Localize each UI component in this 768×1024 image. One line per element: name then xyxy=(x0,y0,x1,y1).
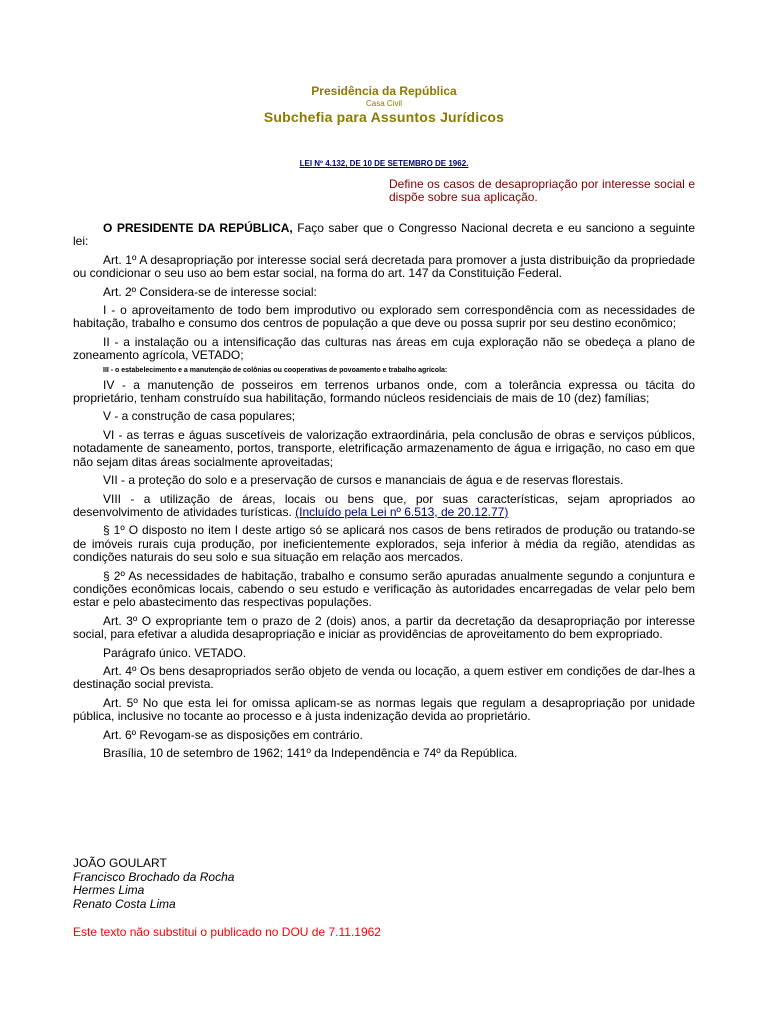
inciso-7: VII - a proteção do solo e a preservação de cursos e mananciais de água e de reservas florestais. xyxy=(103,473,624,488)
inciso-8-text: VIII - a utilização de áreas, locais ou bens que, por suas características, sejam apropriados ao desenvolvimento de atividades turísticas. xyxy=(73,491,695,519)
header-presidencia: Presidência da República xyxy=(311,84,457,98)
inciso-4: IV - a manutenção de posseiros em terrenos urbanos onde, com a tolerância expressa ou tácita do proprietário, tenham construído sua habilitação, formando núcleos residenciais de mais de 10 (dez) famílias; xyxy=(73,377,695,406)
intro-paragraph xyxy=(73,222,695,249)
art2: Art. 2º Considera-se de interesse social: xyxy=(103,284,317,299)
signature-minister-2: Hermes Lima xyxy=(73,883,145,898)
paragraph-2: § 2º As necessidades de habitação, trabalho e consumo serão apuradas anualmente segundo a conjuntura e condições econômicas locais, cabendo o seu estudo e verificação às autoridades encarregadas de velar pelo bem estar e pelo abastecimento das respectivas populações. xyxy=(73,568,695,610)
inciso-8 xyxy=(73,493,695,520)
lei-title-link[interactable]: LEI Nº 4.132, DE 10 DE SETEMBRO DE 1962. xyxy=(299,159,469,168)
inciso-6: VI - as terras e águas suscetíveis de valorização extraordinária, pela conclusão de obras e serviços públicos, notadamente de saneamento, portos, transporte, eletrificação armazenamento de água e irrigação, no caso em que não sejam ditas áreas socialmente aproveitadas; xyxy=(73,427,695,469)
inclusion-link[interactable]: (Incluído pela Lei nº 6.513, de 20.12.77) xyxy=(295,504,509,519)
inciso-5: V - a construção de casa populares; xyxy=(103,409,296,424)
signature-president: JOÃO GOULART xyxy=(73,856,167,870)
art1: Art. 1º A desapropriação por interesse social será decretada para promover a justa distribuição da propriedade ou condicionar o seu uso ao bem estar social, na forma do art. 147 da Constituição Federal. xyxy=(73,252,695,281)
dou-notice: Este texto não substitui o publicado no DOU de 7.11.1962 xyxy=(73,925,381,939)
inciso-2: II - a instalação ou a intensificação das culturas nas áreas em cuja exploração não se obedeça a plano de zoneamento agrícola, VETADO; xyxy=(73,334,695,363)
law-body xyxy=(73,222,695,765)
inciso-1: I - o aproveitamento de todo bem improdutivo ou explorado sem correspondência com as necessidades de habitação, trabalho e consumo dos centros de população a que deve ou possa suprir por seu destino econômico; xyxy=(73,303,695,331)
art5: Art. 5º No que esta lei for omissa aplicam-se as normas legais que regulam a desapropriação por unidade pública, inclusive no tocante ao processo e à justa indenização devida ao proprietário. xyxy=(73,695,695,724)
signature-minister-1: Francisco Brochado da Rocha xyxy=(73,869,235,884)
signatures xyxy=(73,857,234,911)
inciso-3: III - o estabelecimento e a manutenção de colônias ou cooperativas de povoamento e trabalho agrícola: xyxy=(103,366,448,374)
paragraph-1: § 1º O disposto no item I deste artigo só se aplicará nos casos de bens retirados de produção ou tratando-se de imóveis rurais cuja produção, por ineficientemente explorados, seja inferior à média da região, atendidas as condições naturais do seu solo e sua situação em relação aos mercados. xyxy=(73,523,695,565)
intro-text: Faço saber que o Congresso Nacional decreta e eu sanciono a seguinte lei: xyxy=(73,221,695,249)
art6: Art. 6º Revogam-se as disposições em contrário. xyxy=(103,727,363,742)
art3: Art. 3º O expropriante tem o prazo de 2 (dois) anos, a partir da decretação da desapropriação por interesse social, para efetivar a aludida desapropriação e iniciar as providências de aproveitamento do bem expropriado. xyxy=(73,613,695,642)
intro-bold: O PRESIDENTE DA REPÚBLICA, xyxy=(103,221,293,235)
art4: Art. 4º Os bens desapropriados serão objeto de venda ou locação, a quem estiver em condições de dar-lhes a destinação social prevista. xyxy=(73,663,695,692)
paragrafo-unico: Parágrafo único. VETADO. xyxy=(103,645,247,660)
header-subchefia: Subchefia para Assuntos Jurídicos xyxy=(263,109,505,125)
signature-minister-3: Renato Costa Lima xyxy=(73,896,176,911)
ementa: Define os casos de desapropriação por interesse social e dispõe sobre sua aplicação. xyxy=(389,177,695,204)
header-casa-civil: Casa Civil xyxy=(365,99,402,108)
date-line: Brasília, 10 de setembro de 1962; 141º da Independência e 74º da República. xyxy=(103,746,518,760)
